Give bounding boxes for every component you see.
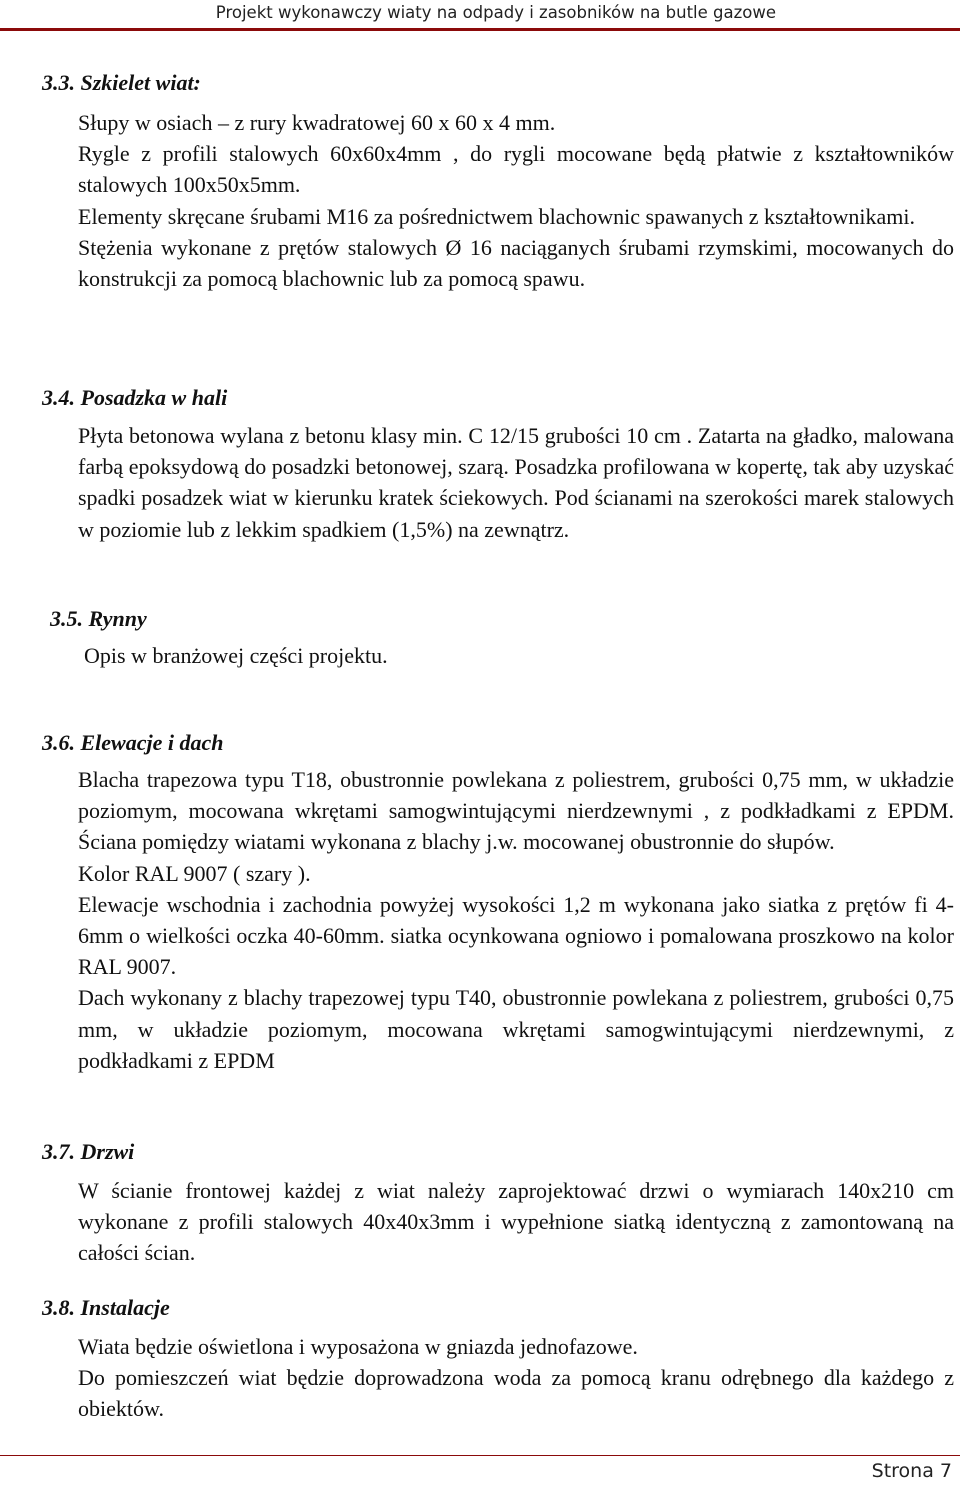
- paragraph-line: Do pomieszczeń wiat będzie doprowadzona woda za pomocą kranu odrębnego dla każdego z obiektów.: [78, 1365, 954, 1422]
- section-title: Elewacje i dach: [80, 730, 224, 755]
- section-number: 3.7.: [42, 1139, 75, 1164]
- section-title: Rynny: [88, 606, 147, 631]
- paragraph: [78, 420, 954, 545]
- paragraph-line: Opis w branżowej części projektu.: [84, 643, 388, 668]
- section-heading: [42, 383, 227, 413]
- paragraph: [84, 640, 960, 671]
- header-title: Projekt wykonawczy wiaty na odpady i zasobników na butle gazowe: [215, 3, 776, 22]
- paragraph-line: Słupy w osiach – z rury kwadratowej 60 x 60 x 4 mm.: [78, 110, 556, 135]
- paragraph-line: Wiata będzie oświetlona i wyposażona w gniazda jednofazowe.: [78, 1334, 638, 1359]
- section-heading: [50, 604, 147, 634]
- paragraph-line: Kolor RAL 9007 ( szary ).: [78, 860, 311, 886]
- paragraph: [78, 107, 954, 294]
- paragraph-line: Rygle z profili stalowych 60x60x4mm , do rygli mocowane będą płatwie z kształtowników stalowych 100x50x5mm.: [78, 141, 954, 198]
- paragraph: [78, 1175, 954, 1269]
- header-divider: [0, 28, 960, 31]
- section-title: Drzwi: [80, 1139, 135, 1164]
- paragraph-line: Elewacje wschodnia i zachodnia powyżej wysokości 1,2 m wykonana jako siatka z prętów fi 4-6mm o wielkości oczka 40-60mm. siatka ocynkowana ogniowo i pomalowana proszkowo na kolor RAL 9007.: [78, 891, 954, 980]
- section-number: 3.6.: [42, 730, 75, 755]
- paragraph-line: Blacha trapezowa typu T18, obustronnie powlekana z poliestrem, grubości 0,75 mm, w układzie poziomym, mocowana wkrętami samogwintującymi nierdzewnymi , z podkładkami z EPDM. Ściana pomiędzy wiatami wykonana z blachy j.w. mocowanej obustronnie do słupów.: [78, 767, 954, 855]
- paragraph-line: Płyta betonowa wylana z betonu klasy min. C 12/15 grubości 10 cm . Zatarta na gładko, malowana farbą epoksydową do posadzki betonowej, szarą. Posadzka profilowana w kopertę, tak aby uzyskać spadki posadzek wiat w kierunku kratek ściekowych. Pod ścianami na szerokości marek stalowych w poziomie lub z lekkim spadkiem (1,5%) na zewnątrz.: [78, 423, 954, 542]
- page-number: Strona 7: [871, 1460, 952, 1482]
- section-number: 3.3.: [42, 70, 75, 95]
- page-footer: [872, 1458, 952, 1484]
- paragraph: [78, 1331, 954, 1425]
- section-heading: [42, 1137, 134, 1167]
- section-title: Szkielet wiat:: [80, 70, 201, 95]
- section-title: Posadzka w hali: [80, 385, 228, 410]
- paragraph-line: Dach wykonany z blachy trapezowej typu T40, obustronnie powlekana z poliestrem, grubości 0,75 mm, w układzie poziomym, mocowana wkrętami samogwintującymi nierdzewnymi, z podkładkami z EPDM: [78, 985, 954, 1073]
- paragraph: [78, 764, 954, 1076]
- section-number: 3.5.: [50, 606, 83, 631]
- paragraph-line: W ścianie frontowej każdej z wiat należy zaprojektować drzwi o wymiarach 140x210 cm wykonane z profili stalowych 40x40x3mm i wypełnione siatką identyczną z zamontowaną na całości ścian.: [78, 1178, 954, 1266]
- footer-divider: [0, 1455, 960, 1456]
- section-number: 3.8.: [42, 1295, 75, 1320]
- paragraph-line: Stężenia wykonane z prętów stalowych Ø 16 naciąganych śrubami rzymskimi, mocowanych do konstrukcji za pomocą blachownic lub za pomocą spawu.: [78, 234, 954, 292]
- section-heading: [42, 1293, 170, 1323]
- page-header: [0, 0, 960, 28]
- section-number: 3.4.: [42, 385, 75, 410]
- section-title: Instalacje: [80, 1295, 170, 1320]
- paragraph-line: Elementy skręcane śrubami M16 za pośrednictwem blachownic spawanych z kształtownikami.: [78, 203, 915, 229]
- section-heading: [42, 68, 201, 98]
- section-heading: [42, 728, 223, 758]
